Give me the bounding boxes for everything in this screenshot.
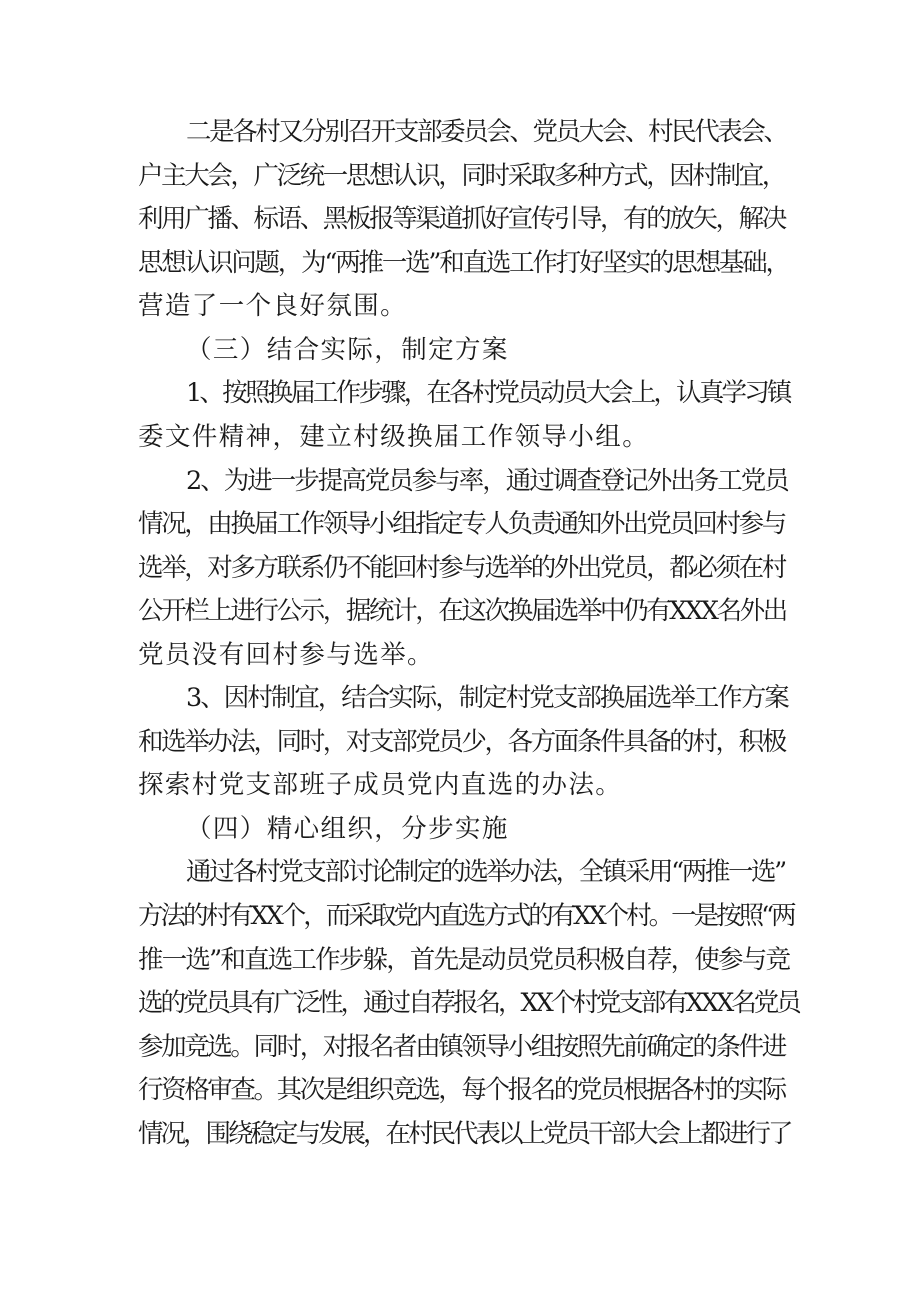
text-line: 3、因村制宜，结合实际，制定村党支部换届选举工作方案: [186, 683, 788, 713]
text-line: 二是各村又分别召开支部委员会、党员大会、村民代表会、: [186, 117, 787, 147]
text-line: 探索村党支部班子成员党内直选的办法。: [138, 770, 623, 800]
section-heading-3: （三）结合实际，制定方案: [186, 335, 509, 365]
text-line: 情况，围绕稳定与发展，在村民代表以上党员干部大会上都进行了: [138, 1119, 791, 1149]
text-line: 2、为进一步提高党员参与率，通过调查登记外出务工党员: [186, 466, 788, 496]
text-line: 利用广播、标语、黑板报等渠道抓好宣传引导，有的放矢，解决: [138, 204, 785, 234]
text-line: 和选举办法，同时，对支部党员少，各方面条件具备的村，积极: [138, 727, 785, 757]
text-line: 选的党员具有广泛性，通过自荐报名，XX个村党支部有XXX名党员: [138, 988, 799, 1018]
text-line: 参加竞选。同时，对报名者由镇领导小组按照先前确定的条件进: [138, 1032, 785, 1062]
text-line: 党员没有回村参与选举。: [138, 640, 434, 670]
text-line: 选举，对多方联系仍不能回村参与选举的外出党员，都必须在村: [138, 553, 785, 583]
text-line: 营造了一个良好氛围。: [138, 291, 408, 321]
text-line: 户主大会，广泛统一思想认识，同时采取多种方式，因村制宜，: [138, 161, 785, 191]
text-line: 公开栏上进行公示，据统计，在这次换届选举中仍有XXX名外出: [138, 596, 786, 626]
text-line: 通过各村党支部讨论制定的选举办法，全镇采用“两推一选”: [186, 857, 785, 887]
text-line: 推一选”和直选工作步躲，首先是动员党员积极自荐，使参与竞: [138, 945, 790, 975]
text-line: 行资格审查。其次是组织竞选，每个报名的党员根据各村的实际: [138, 1075, 785, 1105]
text-line: 思想认识问题，为“两推一选”和直选工作打好坚实的思想基础，: [138, 248, 789, 278]
section-heading-4: （四）精心组织，分步实施: [186, 814, 509, 844]
text-line: 情况，由换届工作领导小组指定专人负责通知外出党员回村参与: [138, 509, 785, 539]
text-line: 1、按照换届工作步骤，在各村党员动员大会上，认真学习镇: [186, 378, 790, 408]
text-line: 方法的村有XX个，而采取党内直选方式的有XX个村。一是按照“两: [138, 901, 794, 931]
text-line: 委文件精神，建立村级换届工作领导小组。: [138, 422, 650, 452]
